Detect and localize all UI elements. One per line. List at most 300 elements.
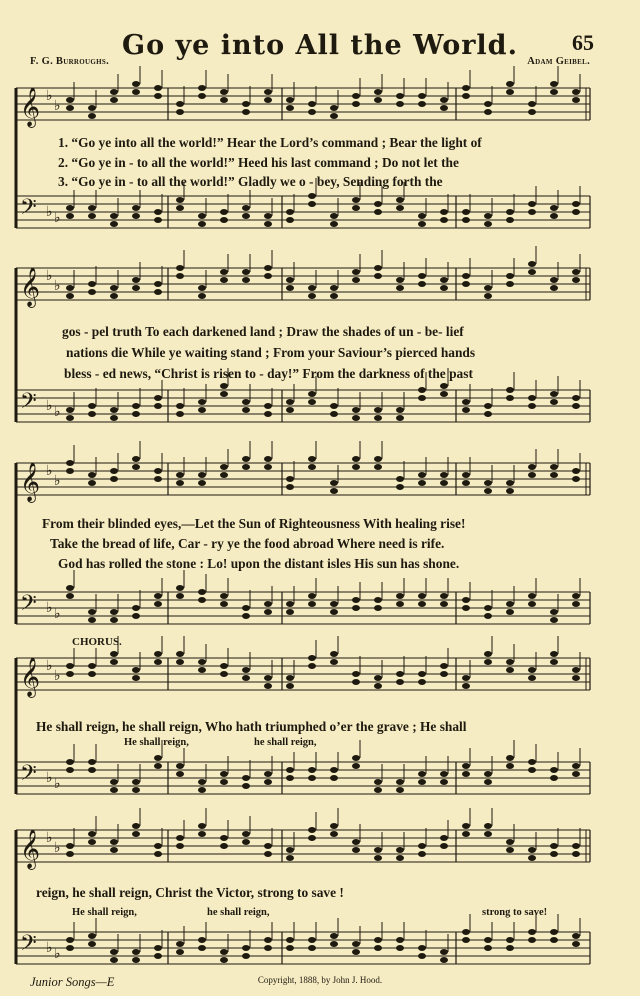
note-head <box>242 675 250 681</box>
note-head <box>286 937 294 943</box>
note-head <box>198 589 206 595</box>
note-head <box>132 787 140 793</box>
note-head <box>418 101 426 107</box>
note-head <box>572 667 580 673</box>
note-head <box>374 265 382 271</box>
note-head <box>330 285 338 291</box>
verse-2-line-2: nations die While ye waiting stand ; From your Saviour’s pierced hands <box>66 345 476 360</box>
note-head <box>110 609 118 615</box>
note-head <box>462 929 470 935</box>
note-head <box>198 667 206 673</box>
note-head <box>330 411 338 417</box>
note-head <box>198 85 206 91</box>
note-head <box>154 217 162 223</box>
note-head <box>242 945 250 951</box>
note-head <box>154 755 162 761</box>
note-head <box>264 403 272 409</box>
note-head <box>198 285 206 291</box>
note-head <box>308 937 316 943</box>
note-head <box>110 293 118 299</box>
note-head <box>440 835 448 841</box>
flat-sign: ♭ <box>54 946 61 962</box>
note-head <box>264 843 272 849</box>
note-head <box>528 101 536 107</box>
flat-sign: ♭ <box>46 940 53 956</box>
note-head <box>528 847 536 853</box>
chorus-bass-text-5: strong to save! <box>482 907 548 918</box>
note-head <box>374 407 382 413</box>
note-head <box>308 775 316 781</box>
note-head <box>308 101 316 107</box>
note-head <box>528 109 536 115</box>
note-head <box>572 395 580 401</box>
note-head <box>66 415 74 421</box>
verse-3-line-2: bless - ed news, “Christ is risen to - day!” From the darkness of the past <box>64 366 473 381</box>
note-head <box>528 593 536 599</box>
note-head <box>330 488 338 494</box>
author-credit: F. G. Burroughs. <box>30 56 109 67</box>
note-head <box>66 759 74 765</box>
hymn-title: Go ye into All the World. <box>122 30 518 61</box>
note-head <box>198 945 206 951</box>
note-head <box>418 945 426 951</box>
note-head <box>154 851 162 857</box>
note-head <box>550 843 558 849</box>
note-head <box>330 823 338 829</box>
note-head <box>506 89 514 95</box>
note-head <box>242 269 250 275</box>
note-head <box>572 763 580 769</box>
note-head <box>484 779 492 785</box>
chorus-bass-text-3: He shall reign, <box>72 907 137 918</box>
note-head <box>440 285 448 291</box>
note-head <box>396 855 404 861</box>
note-head <box>352 597 360 603</box>
note-head <box>66 407 74 413</box>
flat-sign: ♭ <box>54 668 61 684</box>
note-head <box>286 945 294 951</box>
note-head <box>374 415 382 421</box>
note-head <box>264 89 272 95</box>
note-head <box>66 851 74 857</box>
note-head <box>528 464 536 470</box>
note-head <box>154 209 162 215</box>
note-head <box>352 763 360 769</box>
note-head <box>572 209 580 215</box>
note-head <box>396 415 404 421</box>
note-head <box>572 933 580 939</box>
note-head <box>264 221 272 227</box>
note-head <box>88 663 96 669</box>
note-head <box>572 403 580 409</box>
note-head <box>550 285 558 291</box>
note-head <box>506 217 514 223</box>
note-head <box>440 843 448 849</box>
note-head <box>176 835 184 841</box>
note-head <box>374 779 382 785</box>
note-head <box>264 779 272 785</box>
note-head <box>154 289 162 295</box>
note-head <box>88 617 96 623</box>
chorus-bass-text-2: he shall reign, <box>254 737 317 748</box>
note-head <box>198 779 206 785</box>
note-head <box>462 763 470 769</box>
note-head <box>286 609 294 615</box>
note-head <box>506 937 514 943</box>
note-head <box>242 775 250 781</box>
note-head <box>352 269 360 275</box>
note-head <box>550 651 558 657</box>
note-head <box>374 97 382 103</box>
note-head <box>242 109 250 115</box>
note-head <box>484 411 492 417</box>
note-head <box>110 468 118 474</box>
note-head <box>198 597 206 603</box>
note-head <box>484 221 492 227</box>
note-head <box>440 601 448 607</box>
note-head <box>462 605 470 611</box>
note-head <box>110 957 118 963</box>
note-head <box>220 593 228 599</box>
note-head <box>396 476 404 482</box>
note-head <box>66 105 74 111</box>
note-head <box>506 609 514 615</box>
note-head <box>572 201 580 207</box>
verse-1-line-2: gos - pel truth To each darkened land ; Draw the shades of un - be- lief <box>62 324 464 339</box>
note-head <box>198 213 206 219</box>
note-head <box>132 411 140 417</box>
note-head <box>154 843 162 849</box>
note-head <box>308 109 316 115</box>
note-head <box>88 480 96 486</box>
bass-clef: 𝄢 <box>20 195 37 225</box>
note-head <box>308 655 316 661</box>
note-head <box>374 855 382 861</box>
note-head <box>484 613 492 619</box>
note-head <box>132 403 140 409</box>
note-head <box>66 585 74 591</box>
note-head <box>440 472 448 478</box>
note-head <box>484 605 492 611</box>
note-head <box>154 281 162 287</box>
note-head <box>550 464 558 470</box>
note-head <box>264 464 272 470</box>
note-head <box>198 831 206 837</box>
note-head <box>308 827 316 833</box>
note-head <box>440 957 448 963</box>
note-head <box>550 929 558 935</box>
note-head <box>132 456 140 462</box>
note-head <box>88 839 96 845</box>
note-head <box>264 609 272 615</box>
note-head <box>66 213 74 219</box>
note-head <box>110 787 118 793</box>
note-head <box>220 771 228 777</box>
note-head <box>220 209 228 215</box>
note-head <box>286 407 294 413</box>
note-head <box>550 617 558 623</box>
note-head <box>572 843 580 849</box>
note-head <box>572 97 580 103</box>
note-head <box>110 221 118 227</box>
note-head <box>220 949 228 955</box>
note-head <box>88 105 96 111</box>
note-head <box>352 755 360 761</box>
note-head <box>110 779 118 785</box>
note-head <box>418 387 426 393</box>
note-head <box>176 197 184 203</box>
note-head <box>374 847 382 853</box>
note-head <box>528 269 536 275</box>
note-head <box>176 265 184 271</box>
note-head <box>462 217 470 223</box>
verse-1-line-3: From their blinded eyes,—Let the Sun of Righteousness With healing rise! <box>42 516 466 531</box>
note-head <box>550 937 558 943</box>
note-head <box>462 273 470 279</box>
note-head <box>286 484 294 490</box>
note-head <box>66 843 74 849</box>
note-head <box>374 683 382 689</box>
note-head <box>352 839 360 845</box>
note-head <box>110 89 118 95</box>
note-head <box>132 464 140 470</box>
note-head <box>308 456 316 462</box>
note-head <box>132 205 140 211</box>
note-head <box>132 277 140 283</box>
note-head <box>440 949 448 955</box>
note-head <box>506 659 514 665</box>
note-head <box>484 109 492 115</box>
note-head <box>330 293 338 299</box>
note-head <box>528 209 536 215</box>
note-head <box>286 683 294 689</box>
note-head <box>242 783 250 789</box>
note-head <box>110 407 118 413</box>
note-head <box>374 464 382 470</box>
note-head <box>352 605 360 611</box>
note-head <box>418 93 426 99</box>
note-head <box>308 663 316 669</box>
flat-sign: ♭ <box>54 776 61 792</box>
note-head <box>572 277 580 283</box>
chorus-bass-text-1: He shall reign, <box>124 737 189 748</box>
note-head <box>418 221 426 227</box>
treble-clef: 𝄞 <box>20 657 41 697</box>
note-head <box>572 941 580 947</box>
note-head <box>198 659 206 665</box>
note-head <box>154 403 162 409</box>
note-head <box>418 273 426 279</box>
note-head <box>352 679 360 685</box>
note-head <box>242 456 250 462</box>
note-head <box>572 675 580 681</box>
note-head <box>66 205 74 211</box>
note-head <box>198 472 206 478</box>
note-head <box>220 671 228 677</box>
note-head <box>308 193 316 199</box>
note-head <box>550 277 558 283</box>
note-head <box>154 468 162 474</box>
note-head <box>352 407 360 413</box>
note-head <box>110 847 118 853</box>
note-head <box>550 81 558 87</box>
note-head <box>132 831 140 837</box>
note-head <box>572 269 580 275</box>
note-head <box>242 101 250 107</box>
note-head <box>506 488 514 494</box>
note-head <box>66 671 74 677</box>
note-head <box>484 285 492 291</box>
note-head <box>220 97 228 103</box>
note-head <box>528 929 536 935</box>
flat-sign: ♭ <box>46 463 53 479</box>
note-head <box>176 109 184 115</box>
note-head <box>198 93 206 99</box>
note-head <box>462 771 470 777</box>
note-head <box>264 213 272 219</box>
note-head <box>506 273 514 279</box>
note-head <box>308 201 316 207</box>
note-head <box>550 391 558 397</box>
note-head <box>418 851 426 857</box>
note-head <box>286 855 294 861</box>
note-head <box>440 97 448 103</box>
note-head <box>154 395 162 401</box>
note-head <box>396 847 404 853</box>
note-head <box>88 289 96 295</box>
note-head <box>198 823 206 829</box>
note-head <box>220 383 228 389</box>
note-head <box>88 213 96 219</box>
flat-sign: ♭ <box>54 473 61 489</box>
flat-sign: ♭ <box>46 600 53 616</box>
note-head <box>176 273 184 279</box>
note-head <box>132 949 140 955</box>
note-head <box>286 847 294 853</box>
note-head <box>506 945 514 951</box>
note-head <box>484 101 492 107</box>
treble-clef: 𝄞 <box>20 87 41 127</box>
verse-1-line-1: 1. “Go ye into all the world!” Hear the Lord’s command ; Bear the light of <box>58 135 482 150</box>
note-head <box>154 945 162 951</box>
note-head <box>352 456 360 462</box>
note-head <box>352 415 360 421</box>
note-head <box>528 767 536 773</box>
note-head <box>132 957 140 963</box>
note-head <box>374 675 382 681</box>
note-head <box>66 468 74 474</box>
note-head <box>66 293 74 299</box>
note-head <box>506 755 514 761</box>
note-head <box>396 679 404 685</box>
treble-clef: 𝄞 <box>20 267 41 307</box>
note-head <box>462 281 470 287</box>
note-head <box>286 97 294 103</box>
flat-sign: ♭ <box>54 98 61 114</box>
note-head <box>330 831 338 837</box>
note-head <box>484 403 492 409</box>
note-head <box>88 831 96 837</box>
flat-sign: ♭ <box>46 658 53 674</box>
note-head <box>308 767 316 773</box>
note-head <box>374 945 382 951</box>
note-head <box>352 93 360 99</box>
note-head <box>66 593 74 599</box>
note-head <box>264 411 272 417</box>
note-head <box>198 937 206 943</box>
note-head <box>396 277 404 283</box>
note-head <box>110 949 118 955</box>
note-head <box>396 787 404 793</box>
note-head <box>462 472 470 478</box>
note-head <box>572 851 580 857</box>
note-head <box>66 285 74 291</box>
note-head <box>176 941 184 947</box>
note-head <box>550 213 558 219</box>
note-head <box>132 667 140 673</box>
copyright-notice: Copyright, 1888, by John J. Hood. <box>257 975 383 985</box>
note-head <box>374 201 382 207</box>
note-head <box>264 851 272 857</box>
note-head <box>462 675 470 681</box>
note-head <box>396 671 404 677</box>
note-head <box>176 411 184 417</box>
note-head <box>132 89 140 95</box>
note-head <box>418 395 426 401</box>
note-head <box>264 456 272 462</box>
note-head <box>176 585 184 591</box>
note-head <box>308 945 316 951</box>
note-head <box>528 261 536 267</box>
note-head <box>374 605 382 611</box>
note-head <box>528 667 536 673</box>
note-head <box>88 609 96 615</box>
note-head <box>462 480 470 486</box>
note-head <box>572 771 580 777</box>
note-head <box>418 480 426 486</box>
note-head <box>110 659 118 665</box>
note-head <box>418 472 426 478</box>
flat-sign: ♭ <box>54 210 61 226</box>
note-head <box>418 671 426 677</box>
note-head <box>550 472 558 478</box>
note-head <box>418 593 426 599</box>
note-head <box>220 217 228 223</box>
note-head <box>220 835 228 841</box>
flat-sign: ♭ <box>54 840 61 856</box>
note-head <box>286 399 294 405</box>
note-head <box>352 197 360 203</box>
note-head <box>374 597 382 603</box>
note-head <box>462 831 470 837</box>
note-head <box>198 293 206 299</box>
note-head <box>242 399 250 405</box>
note-head <box>440 391 448 397</box>
chorus-line-2: reign, he shall reign, Christ the Victor, strong to save ! <box>36 885 344 900</box>
note-head <box>330 480 338 486</box>
note-head <box>132 81 140 87</box>
note-head <box>242 831 250 837</box>
note-head <box>572 89 580 95</box>
note-head <box>308 464 316 470</box>
note-head <box>88 671 96 677</box>
note-head <box>308 399 316 405</box>
note-head <box>374 456 382 462</box>
note-head <box>506 667 514 673</box>
note-head <box>154 953 162 959</box>
note-head <box>330 659 338 665</box>
note-head <box>198 221 206 227</box>
